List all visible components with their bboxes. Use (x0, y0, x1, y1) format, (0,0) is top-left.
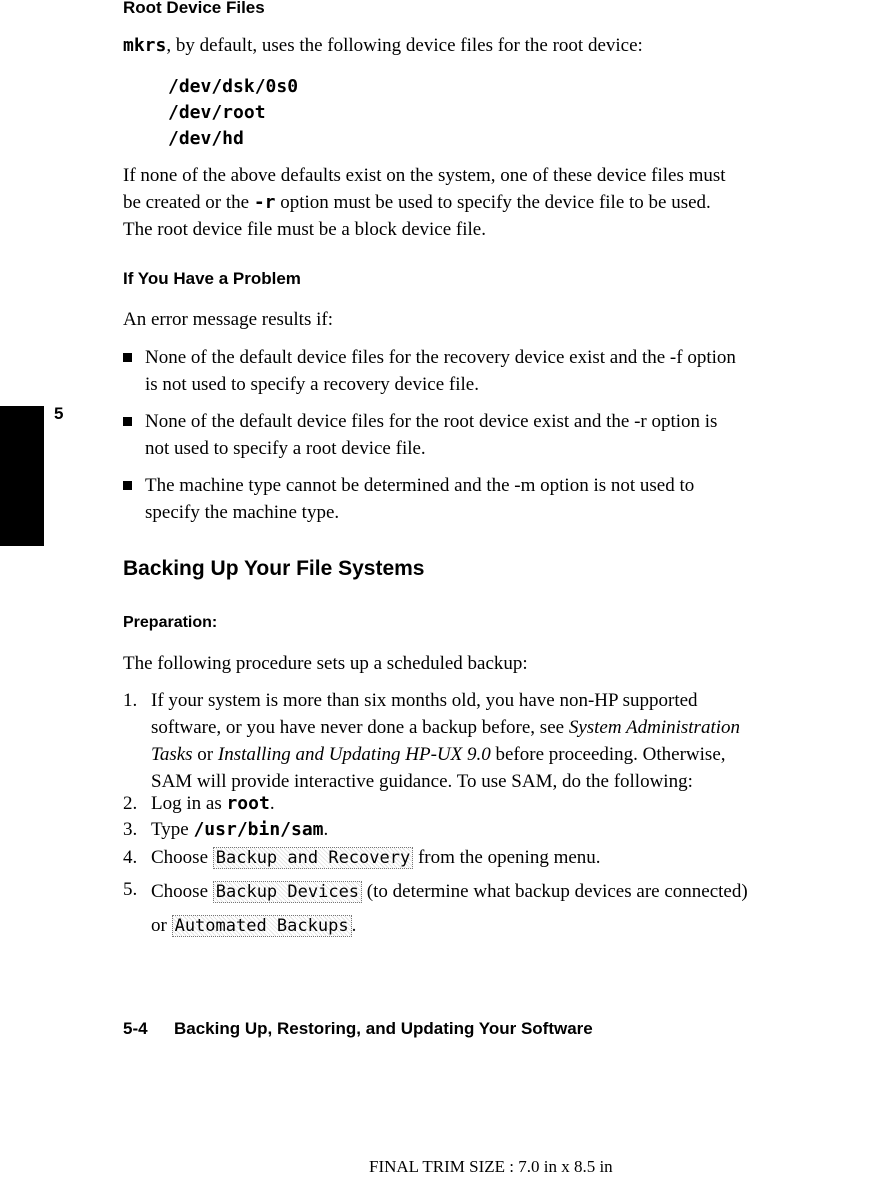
device-file-3: /dev/hd (168, 128, 244, 149)
step-1-number: 1. (123, 690, 138, 711)
root-user-code: root (226, 793, 270, 814)
step-1 (123, 687, 888, 795)
device-file-1: /dev/dsk/0s0 (168, 76, 299, 97)
backup-and-recovery-softkey[interactable]: Backup and Recovery (213, 847, 413, 869)
problem-intro: An error message results if: (123, 309, 333, 330)
section-heading-backing-up: Backing Up Your File Systems (123, 557, 425, 580)
problem-bullet-3-text (145, 472, 694, 526)
step-5-number: 5. (123, 879, 138, 900)
problem-bullet-1 (123, 344, 888, 400)
step-5-text (151, 878, 888, 940)
step-5-line-1 (151, 878, 888, 912)
problem-bullet-1-text (145, 344, 736, 398)
step-1-line-3-b: before proceeding. Otherwise, (490, 744, 726, 765)
step-2-text-a: Log in as (151, 793, 227, 814)
step-4-text-a: Choose (151, 847, 213, 868)
root-device-paragraph (123, 162, 726, 243)
backing-up-intro: The following procedure sets up a scheduled backup: (123, 653, 528, 674)
bullet-icon (123, 417, 132, 426)
step-1-text (151, 687, 888, 795)
root-device-intro (123, 32, 643, 59)
step-2-text-b: . (269, 793, 275, 814)
sam-path-code: /usr/bin/sam (193, 819, 324, 840)
step-4-text (151, 844, 888, 872)
bullet-icon (123, 481, 132, 490)
problem-bullet-2 (123, 408, 888, 464)
chapter-tab-bar (0, 406, 44, 546)
backup-devices-softkey[interactable]: Backup Devices (213, 881, 362, 903)
automated-backups-softkey[interactable]: Automated Backups (172, 915, 352, 937)
step-3-text-a: Type (151, 819, 194, 840)
bullet-1-line-2: is not used to specify a recovery device file. (145, 374, 479, 395)
root-device-intro-text: , by default, uses the following device files for the root device: (166, 35, 643, 56)
step-4-number: 4. (123, 847, 138, 868)
bullet-3-line-2: specify the machine type. (145, 502, 340, 523)
root-para-line-3: The root device file must be a block device file. (123, 219, 486, 240)
chapter-tab-number: 5 (54, 404, 64, 423)
ref-installing-updating: Installing and Updating HP-UX 9.0 (217, 744, 491, 765)
step-5-text-b: (to determine what backup devices are connected) (362, 881, 748, 902)
step-5-or: or (151, 915, 172, 936)
step-1-line-3 (151, 741, 888, 768)
step-1-line-2-a: software, or you have never done a backup before, see (151, 717, 569, 738)
bullet-3-line-1: The machine type cannot be determined and the -m option is not used to (145, 475, 695, 496)
problem-bullet-2-text (145, 408, 717, 462)
step-1-or: or (192, 744, 218, 765)
step-2-text (151, 790, 888, 817)
root-para-line-2-a: be created or the (123, 192, 254, 213)
bullet-1-line-1: None of the default device files for the recovery device exist and the -f option (145, 347, 736, 368)
section-heading-problem: If You Have a Problem (123, 269, 301, 288)
step-5 (123, 878, 888, 940)
step-2-number: 2. (123, 793, 138, 814)
step-5-text-a: Choose (151, 881, 213, 902)
step-3 (123, 816, 888, 843)
ref-system-administration: System Administration (568, 717, 741, 738)
step-3-text (151, 816, 888, 843)
footer-title: Backing Up, Restoring, and Updating Your Software (174, 1019, 593, 1038)
device-file-2: /dev/root (168, 102, 266, 123)
step-3-number: 3. (123, 819, 138, 840)
root-para-line-2 (123, 189, 726, 216)
step-1-line-4: SAM will provide interactive guidance. To use SAM, do the following: (151, 771, 693, 792)
ref-tasks: Tasks (151, 744, 193, 765)
step-3-text-b: . (323, 819, 329, 840)
r-option: -r (253, 192, 276, 213)
footer-page-number: 5-4 (123, 1019, 148, 1038)
step-4-text-b: from the opening menu. (413, 847, 601, 868)
root-para-line-2-b: option must be used to specify the device file to be used. (275, 192, 711, 213)
step-1-line-2 (151, 714, 888, 741)
step-1-line-1: If your system is more than six months old, you have non-HP supported (151, 690, 698, 711)
bullet-icon (123, 353, 132, 362)
root-para-line-1: If none of the above defaults exist on the system, one of these device files must (123, 165, 726, 186)
bullet-2-line-1: None of the default device files for the root device exist and the -r option is (145, 411, 718, 432)
problem-bullet-3 (123, 472, 888, 528)
section-heading-root-device: Root Device Files (123, 0, 265, 17)
step-4 (123, 844, 888, 874)
footer-trim-size: FINAL TRIM SIZE : 7.0 in x 8.5 in (369, 1157, 613, 1176)
step-5-end: . (351, 915, 357, 936)
subheading-preparation: Preparation: (123, 614, 218, 631)
step-5-line-2 (151, 912, 888, 940)
mkrs-command: mkrs (123, 35, 167, 56)
step-2 (123, 790, 888, 817)
bullet-2-line-2: not used to specify a root device file. (145, 438, 426, 459)
